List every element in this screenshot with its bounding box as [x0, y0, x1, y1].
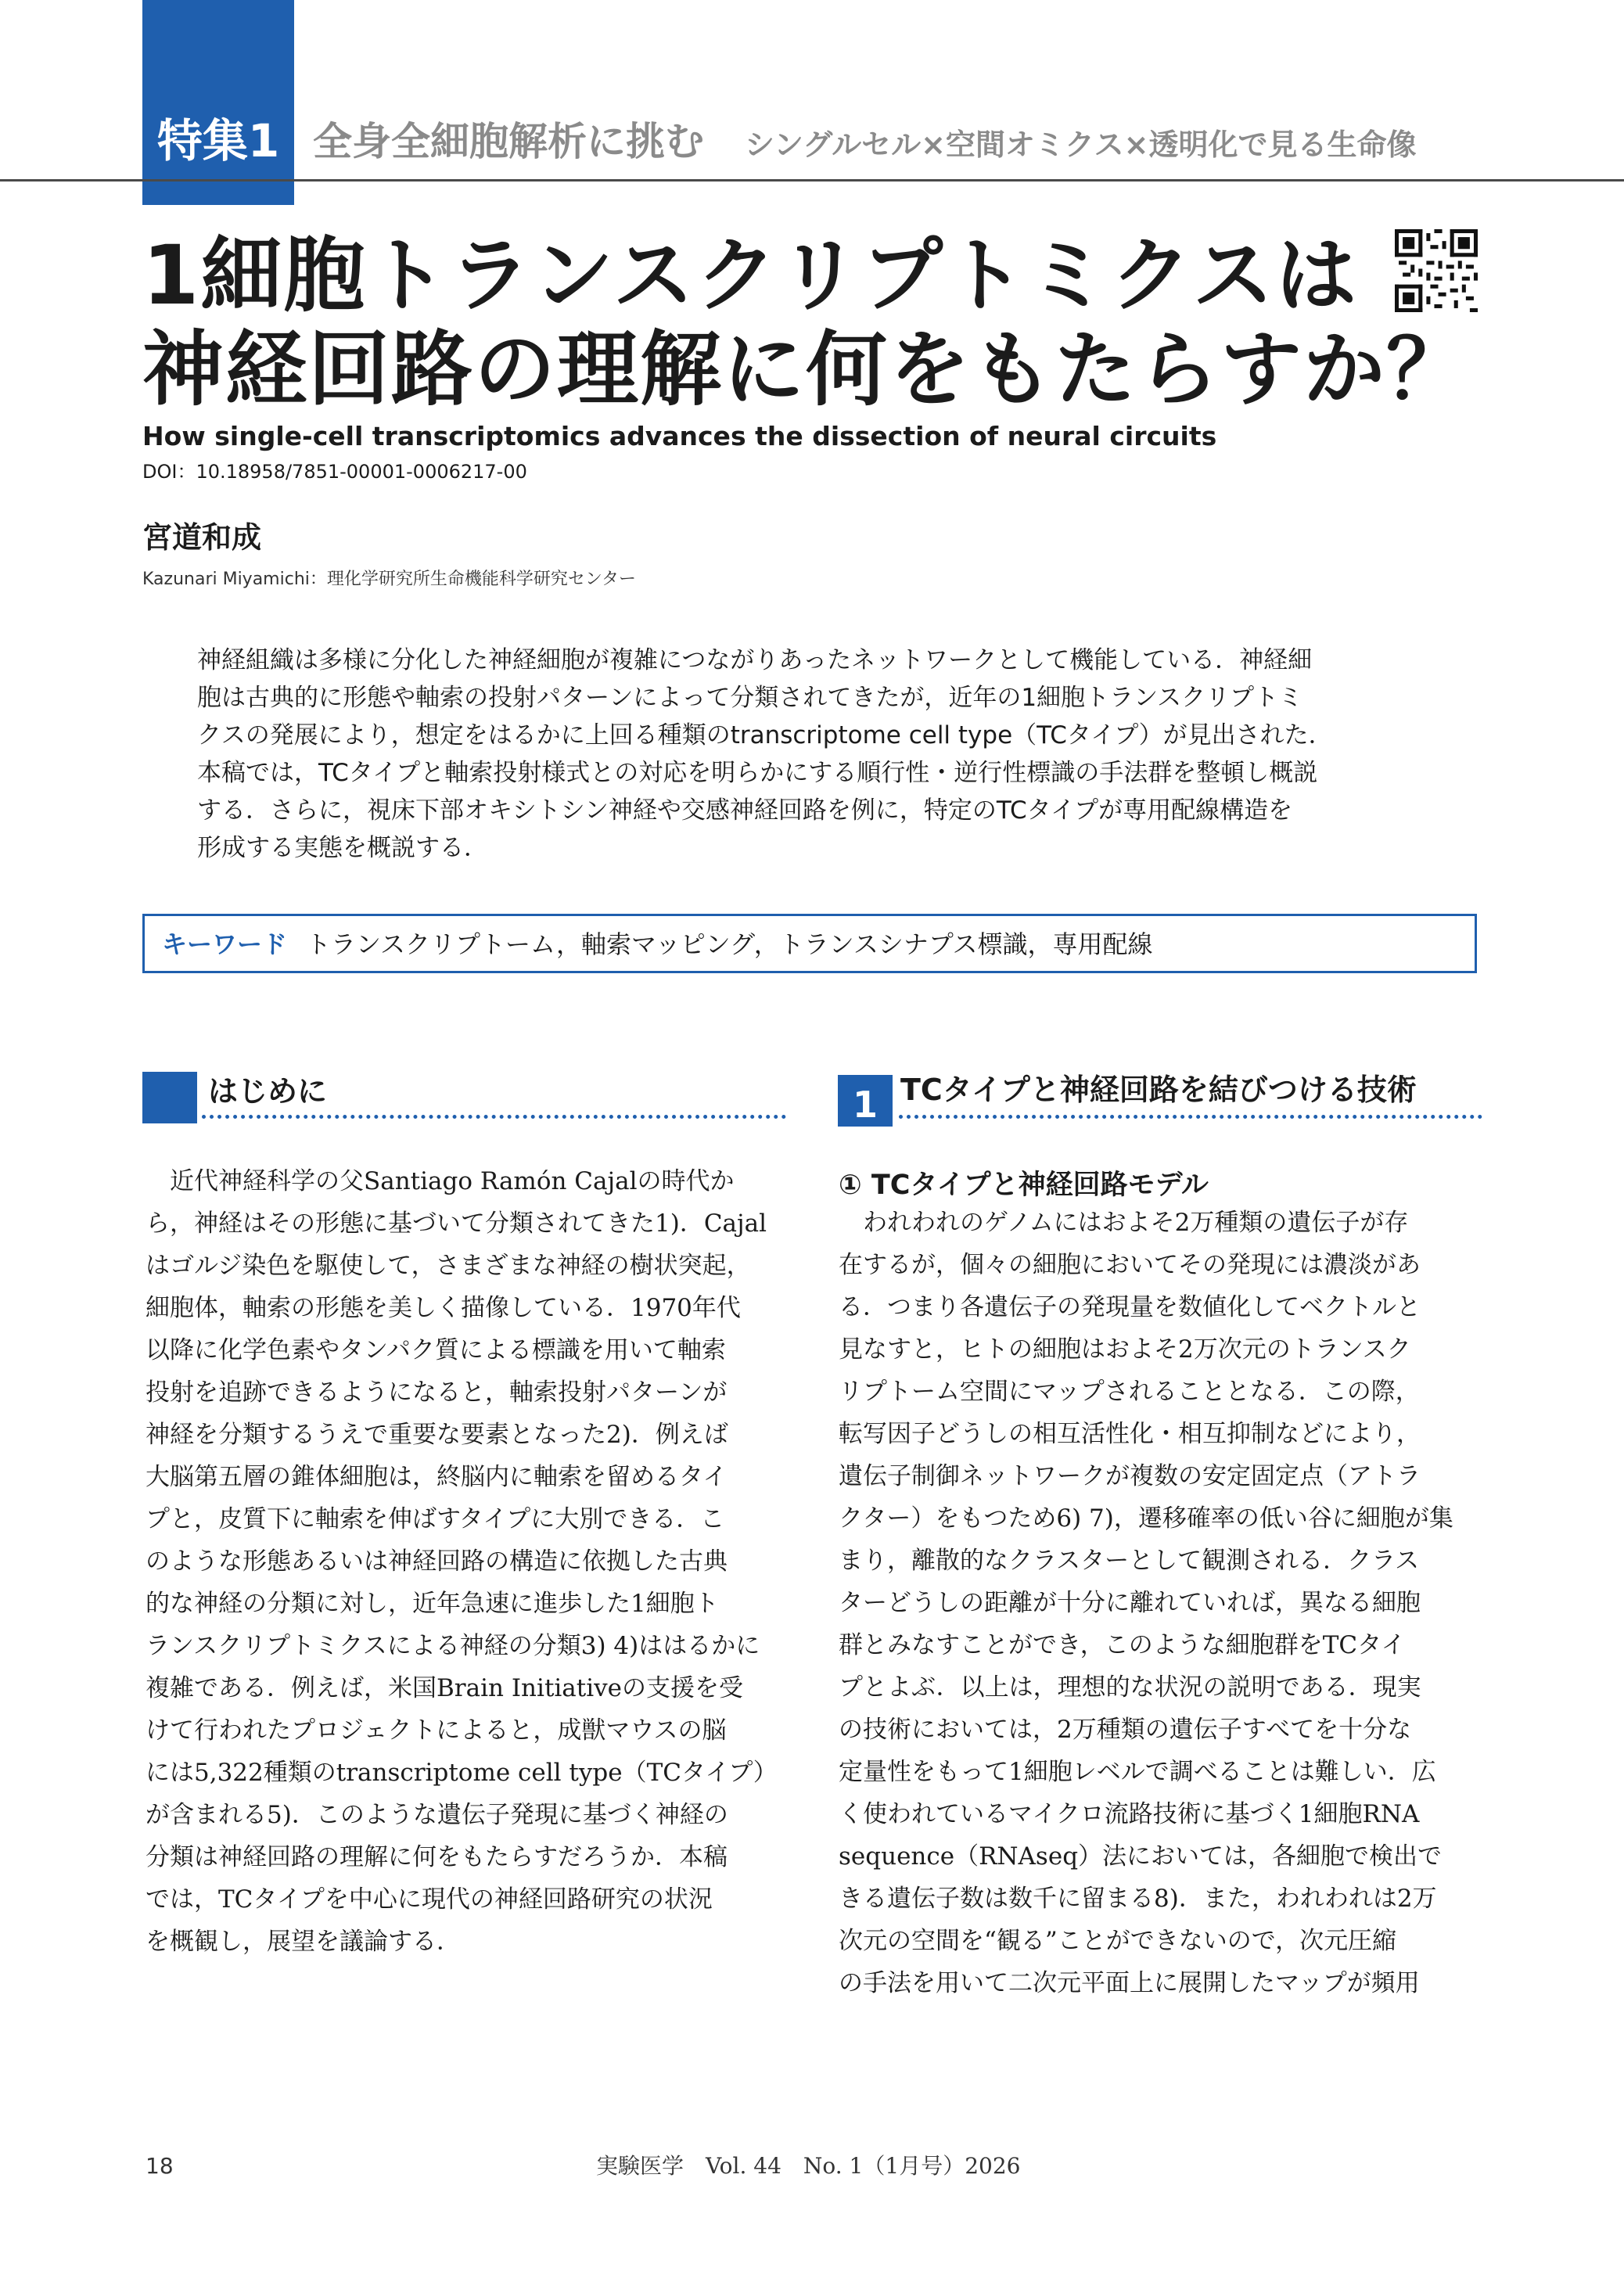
body-line: プと，皮質下に軸索を伸ばすタイプに大別できる．こ	[146, 1505, 725, 1533]
page-number: 18	[146, 2153, 174, 2179]
body-line: はゴルジ染色を駆使して，さまざまな神経の樹状突起，	[146, 1252, 751, 1280]
qr-code-icon[interactable]	[1395, 229, 1478, 312]
abstract-line: 神経組織は多様に分化した神経細胞が複雑につながりあったネットワークとして機能している．神経細	[197, 646, 1313, 674]
abstract	[197, 642, 1478, 867]
keywords-box	[142, 914, 1477, 973]
body-line: 複雑である．例えば，米国Brain Initiativeの支援を受	[146, 1674, 744, 1702]
body-line: では，TCタイプを中心に現代の神経回路研究の状況	[146, 1885, 713, 1914]
body-line: る．つまり各遺伝子の発現量を数値化してベクトルと	[839, 1293, 1421, 1321]
body-line: の手法を用いて二次元平面上に展開したマップが頻用	[839, 1969, 1420, 1997]
section-divider	[899, 1115, 1482, 1119]
body-line: 大脳第五層の錐体細胞は，終脳内に軸索を留めるタイ	[146, 1463, 728, 1491]
section-title-1: TCタイプと神経回路を結びつける技術	[900, 1073, 1417, 1107]
body-line: 分類は神経回路の理解に何をもたらすだろうか．本稿	[146, 1843, 728, 1871]
body-line: けて行われたプロジェクトによると，成獣マウスの脳	[146, 1716, 727, 1745]
abstract-line: する．さらに，視床下部オキシトシン神経や交感神経回路を例に，特定のTCタイプが専用配線構造を	[197, 796, 1293, 825]
body-line: 投射を追跡できるようになると，軸索投射パターンが	[146, 1378, 728, 1407]
left-column	[146, 1160, 787, 1963]
section-divider	[202, 1115, 786, 1119]
body-line: 遺伝子制御ネットワークが複数の安定固定点（アトラ	[839, 1462, 1421, 1490]
body-line: 群とみなすことができ，このような細胞群をTCタイ	[839, 1631, 1406, 1659]
section-title-intro: はじめに	[208, 1074, 328, 1109]
body-line: 転写因子どうしの相互活性化・相互抑制などにより，	[839, 1420, 1421, 1448]
body-line: ランスクリプトミクスによる神経の分類3) 4)ははるかに	[146, 1632, 760, 1660]
body-line: 細胞体，軸索の形態を美しく描像している．1970年代	[146, 1294, 741, 1322]
subsection-title: ① TCタイプと神経回路モデル	[839, 1170, 1209, 1201]
body-line: 在するが，個々の細胞においてその発現には濃淡があ	[839, 1251, 1421, 1279]
body-line: のような形態あるいは神経回路の構造に依拠した古典	[146, 1547, 728, 1576]
body-line: 次元の空間を“観る”ことができないので，次元圧縮	[839, 1927, 1397, 1955]
body-line: まり，離散的なクラスターとして観測される．クラス	[839, 1547, 1420, 1575]
body-line: ターどうしの距離が十分に離れていれば，異なる細胞	[839, 1589, 1421, 1617]
right-column	[839, 1202, 1480, 2004]
article-title-line-1: 1細胞トランスクリプトミクスは	[142, 228, 1359, 323]
keywords-text: トランスクリプトーム，軸索マッピング，トランスシナプス標識，専用配線	[306, 929, 1153, 959]
feature-title: 全身全細胞解析に挑む	[313, 119, 704, 164]
feature-tab-label: 特集1	[156, 114, 280, 167]
article-title-line-2: 神経回路の理解に何をもたらすか？	[142, 322, 1470, 417]
feature-subtitle: シングルセル×空間オミクス×透明化で見る生命像	[745, 128, 1417, 162]
body-line: リプトーム空間にマップされることとなる．この際，	[839, 1378, 1420, 1406]
header-rule	[0, 179, 1624, 181]
body-line: の技術においては，2万種類の遺伝子すべてを十分な	[839, 1716, 1412, 1744]
doi[interactable]: DOI：10.18958/7851-00001-0006217-00	[142, 461, 527, 483]
author-name: 宮道和成	[142, 520, 262, 555]
abstract-line: 本稿では，TCタイプと軸索投射様式との対応を明らかにする順行性・逆行性標識の手法群を整頓し概説	[197, 759, 1318, 787]
body-line: sequence（RNAseq）法においては，各細胞で検出で	[839, 1842, 1443, 1871]
body-line: ら，神経はその形態に基づいて分類されてきた1)．Cajal	[146, 1209, 767, 1238]
body-line: 的な神経の分類に対し，近年急速に進歩した1細胞ト	[146, 1590, 719, 1618]
body-line: 近代神経科学の父Santiago Ramón Cajalの時代か	[146, 1167, 735, 1195]
body-line: 神経を分類するうえで重要な要素となった2)．例えば	[146, 1421, 728, 1449]
body-line: プとよぶ．以上は，理想的な状況の説明である．現実	[839, 1673, 1421, 1702]
abstract-line: 形成する実態を概説する．	[197, 834, 488, 862]
body-line: 定量性をもって1細胞レベルで調べることは難しい．広	[839, 1758, 1436, 1786]
body-line: きる遺伝子数は数千に留まる8)．また，われわれは2万	[839, 1885, 1437, 1913]
english-title: How single-cell transcriptomics advances the dissection of neural circuits	[142, 421, 1217, 451]
body-line: く使われているマイクロ流路技術に基づく1細胞RNA	[839, 1800, 1420, 1828]
section-number-badge: 1	[838, 1075, 893, 1127]
body-line: が含まれる5)．このような遺伝子発現に基づく神経の	[146, 1801, 728, 1829]
abstract-line: クスの発展により，想定をはるかに上回る種類のtranscriptome cell type（TCタイプ）が見出された．	[197, 721, 1333, 749]
author-affiliation: Kazunari Miyamichi：理化学研究所生命機能科学研究センター	[142, 570, 636, 589]
body-line: クター）をもつため6) 7)，遷移確率の低い谷に細胞が集	[839, 1504, 1453, 1533]
body-line: 見なすと，ヒトの細胞はおよそ2万次元のトランスク	[839, 1335, 1411, 1364]
feature-tab	[142, 0, 294, 205]
section-marker	[142, 1072, 197, 1123]
body-line: 以降に化学色素やタンパク質による標識を用いて軸索	[146, 1336, 726, 1364]
keywords-label: キーワード	[162, 929, 288, 959]
abstract-line: 胞は古典的に形態や軸索の投射パターンによって分類されてきたが，近年の1細胞トランスクリプトミ	[197, 684, 1303, 712]
body-line: には5,322種類のtranscriptome cell type（TCタイプ）	[146, 1759, 778, 1787]
body-line: われわれのゲノムにはおよそ2万種類の遺伝子が存	[839, 1209, 1409, 1237]
body-line: を概観し，展望を議論する．	[146, 1928, 461, 1956]
journal-info: 実験医学 Vol. 44 No. 1（1月号）2026	[596, 2153, 1021, 2179]
